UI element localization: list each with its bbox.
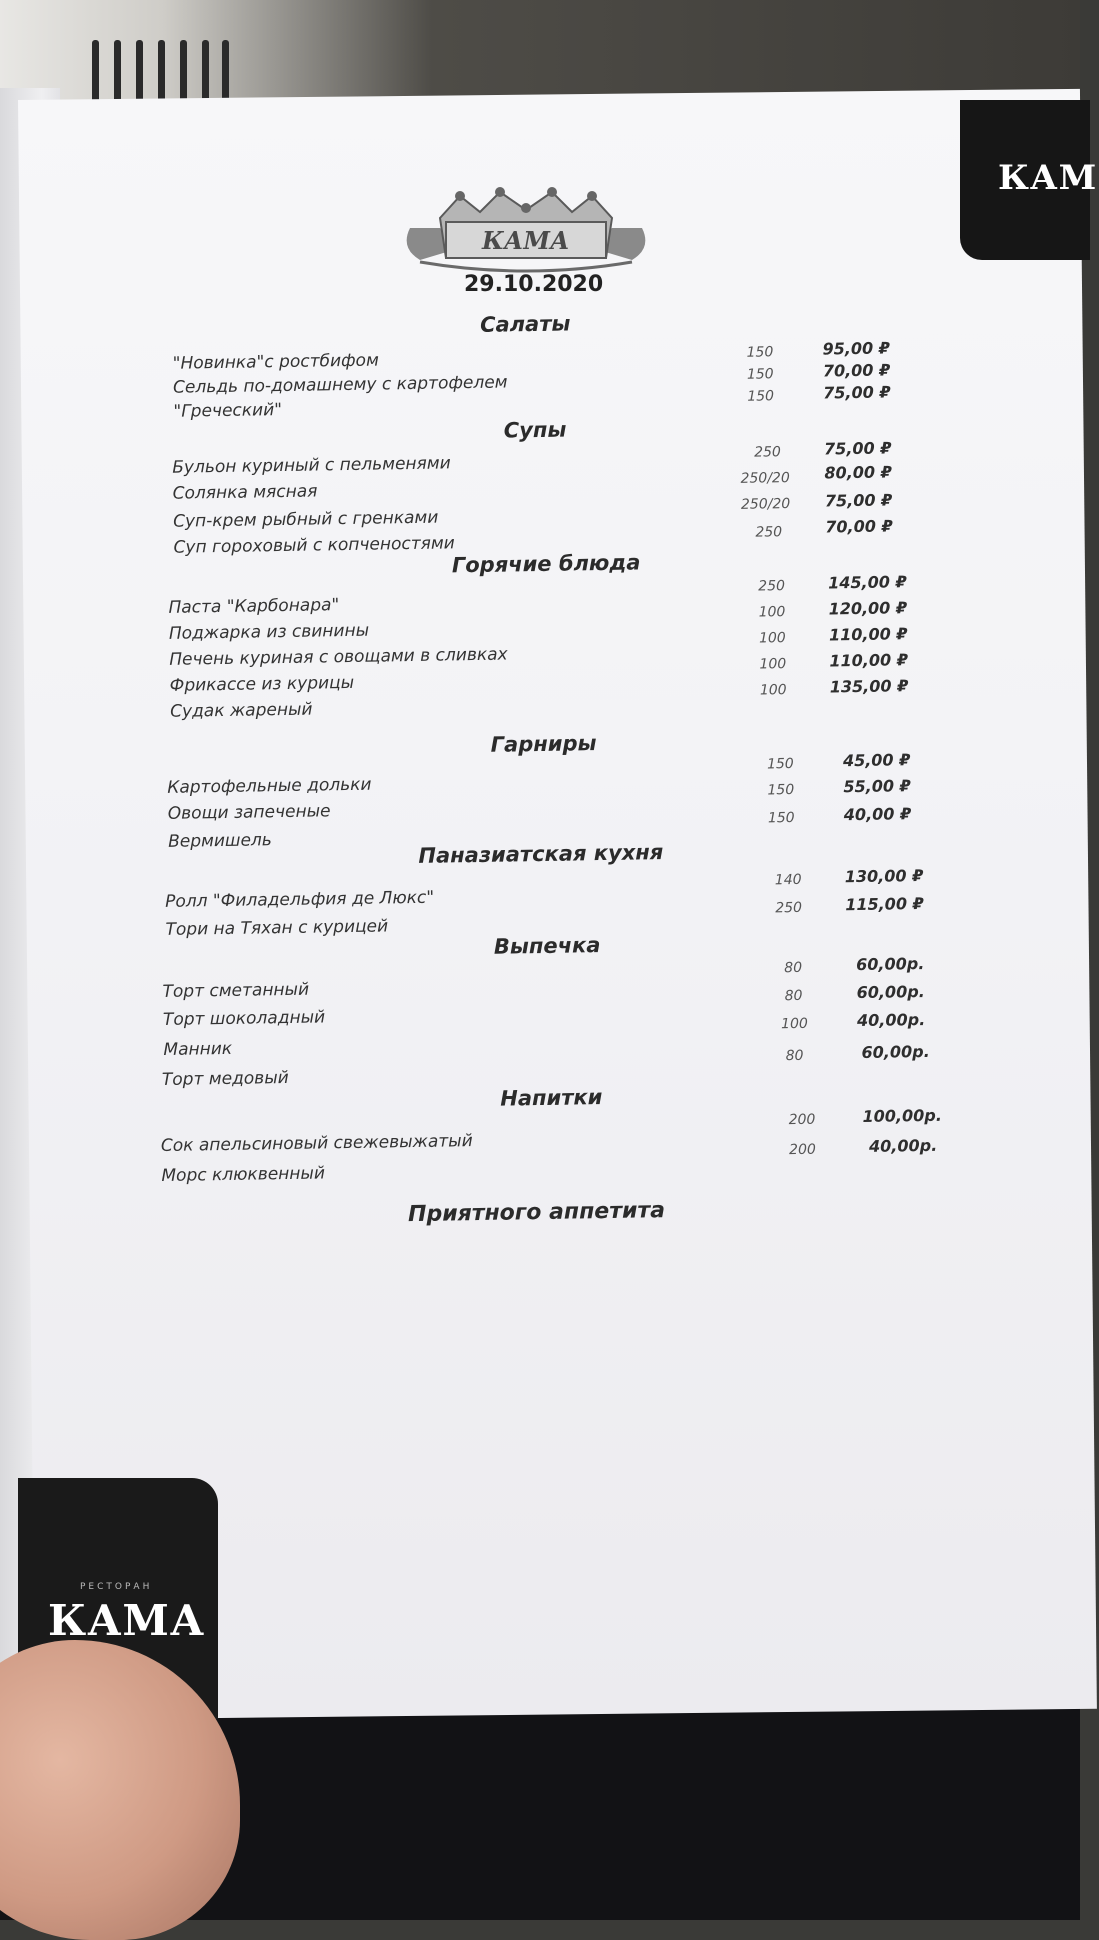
brand-label: КАМ <box>998 158 1098 198</box>
menu-item-price: 40,00р. <box>856 1009 926 1031</box>
brand-subtitle: РЕСТОРАН <box>80 1582 153 1592</box>
closing-text: Приятного аппетита <box>407 1198 666 1228</box>
menu-item-price: 110,00 ₽ <box>828 624 908 645</box>
menu-item: Торт сметанный <box>162 979 310 1002</box>
menu-item: Сок апельсиновый свежевыжатый <box>160 1131 473 1157</box>
section-title: Супы <box>503 417 567 443</box>
menu-item: "Новинка"с ростбифом <box>172 350 379 374</box>
menu-item: Паста "Карбонара" <box>168 595 340 618</box>
menu-item-price: 110,00 ₽ <box>829 650 909 671</box>
menu-item-weight: 250 <box>775 899 803 917</box>
menu-item-price: 75,00 ₽ <box>824 490 893 511</box>
menu-item-weight: 150 <box>747 388 775 405</box>
menu-item-price: 70,00 ₽ <box>822 360 891 381</box>
menu-item-weight: 100 <box>758 630 786 647</box>
menu-item-price: 60,00р. <box>856 953 925 975</box>
menu-item: Ролл "Филадельфия де Люкс" <box>164 887 435 912</box>
menu-item: Фрикассе из курицы <box>169 672 355 696</box>
menu-item-weight: 80 <box>784 987 803 1005</box>
menu-item: Торт шоколадный <box>162 1007 326 1030</box>
menu-item-weight: 200 <box>788 1111 816 1129</box>
menu-item-weight: 250/20 <box>740 470 790 487</box>
menu-item-weight: 250 <box>754 444 781 461</box>
menu-item-weight: 100 <box>759 656 787 673</box>
menu-item: Вермишель <box>168 830 273 852</box>
menu-item: Судак жареный <box>169 699 313 722</box>
menu-item: Суп гороховый с копченостями <box>173 533 455 558</box>
menu-item-weight: 80 <box>785 1047 804 1065</box>
section-title: Гарниры <box>490 731 597 757</box>
menu-item: Бульон куриный с пельменями <box>172 453 451 478</box>
menu-item-weight: 100 <box>780 1015 808 1033</box>
menu-item-price: 100,00р. <box>862 1105 943 1126</box>
logo-text: КАМА <box>482 226 570 255</box>
section-title: Паназиатская кухня <box>418 840 664 868</box>
section-title: Салаты <box>479 311 571 337</box>
menu-item: Торт медовый <box>161 1067 289 1090</box>
menu-item: Овощи запеченые <box>167 801 331 824</box>
menu-item-price: 130,00 ₽ <box>844 866 924 887</box>
menu-item-price: 75,00 ₽ <box>823 382 891 403</box>
section-title: Горячие блюда <box>451 550 641 578</box>
menu-item-weight: 200 <box>788 1141 816 1159</box>
menu-item-weight: 150 <box>746 344 774 361</box>
menu-item-price: 60,00р. <box>856 981 925 1003</box>
brand-label: КАМА <box>48 1596 206 1645</box>
menu-item-weight: 150 <box>767 782 795 799</box>
menu-item: Солянка мясная <box>172 481 318 504</box>
menu-item: Сельдь по-домашнему с картофелем <box>172 372 508 398</box>
menu-item-price: 120,00 ₽ <box>828 598 908 619</box>
menu-item-weight: 100 <box>759 682 787 699</box>
section-title: Выпечка <box>493 933 601 959</box>
menu-item-weight: 80 <box>784 959 803 977</box>
menu-item-weight: 150 <box>766 756 794 773</box>
menu-item-price: 60,00р. <box>861 1041 930 1062</box>
menu-item: Картофельные дольки <box>167 774 372 798</box>
menu-item-price: 95,00 ₽ <box>822 338 890 359</box>
menu-item-price: 75,00 ₽ <box>823 438 892 459</box>
menu-item-price: 135,00 ₽ <box>829 676 909 697</box>
menu-item-weight: 250/20 <box>740 496 791 513</box>
section-title: Напитки <box>500 1085 603 1111</box>
menu-item-price: 115,00 ₽ <box>845 893 924 915</box>
menu-item-price: 40,00 ₽ <box>843 804 912 825</box>
menu-item-price: 80,00 ₽ <box>824 462 892 483</box>
menu-item: Печень куриная с овощами в сливках <box>169 644 508 670</box>
menu-item: Тори на Тяхан с курицей <box>165 916 389 940</box>
menu-item-price: 55,00 ₽ <box>843 776 911 797</box>
menu-item-weight: 140 <box>774 871 802 889</box>
menu-item-price: 145,00 ₽ <box>828 572 907 593</box>
menu-item-weight: 150 <box>746 366 774 383</box>
menu-item-weight: 150 <box>767 810 795 827</box>
menu-date: 29.10.2020 <box>464 272 604 297</box>
menu-item-price: 45,00 ₽ <box>842 750 911 771</box>
menu-item-price: 70,00 ₽ <box>825 516 893 537</box>
menu-item: Поджарка из свинины <box>168 620 370 644</box>
menu-item-weight: 100 <box>758 604 786 621</box>
menu-item: Морс клюквенный <box>161 1163 326 1187</box>
menu-item-price: 40,00р. <box>868 1135 938 1156</box>
menu-item: "Греческий" <box>173 400 283 422</box>
menu-item-weight: 250 <box>755 524 783 541</box>
menu-item-weight: 250 <box>758 578 786 595</box>
menu-item: Суп-крем рыбный с гренками <box>172 507 439 532</box>
menu-item: Манник <box>163 1038 233 1060</box>
